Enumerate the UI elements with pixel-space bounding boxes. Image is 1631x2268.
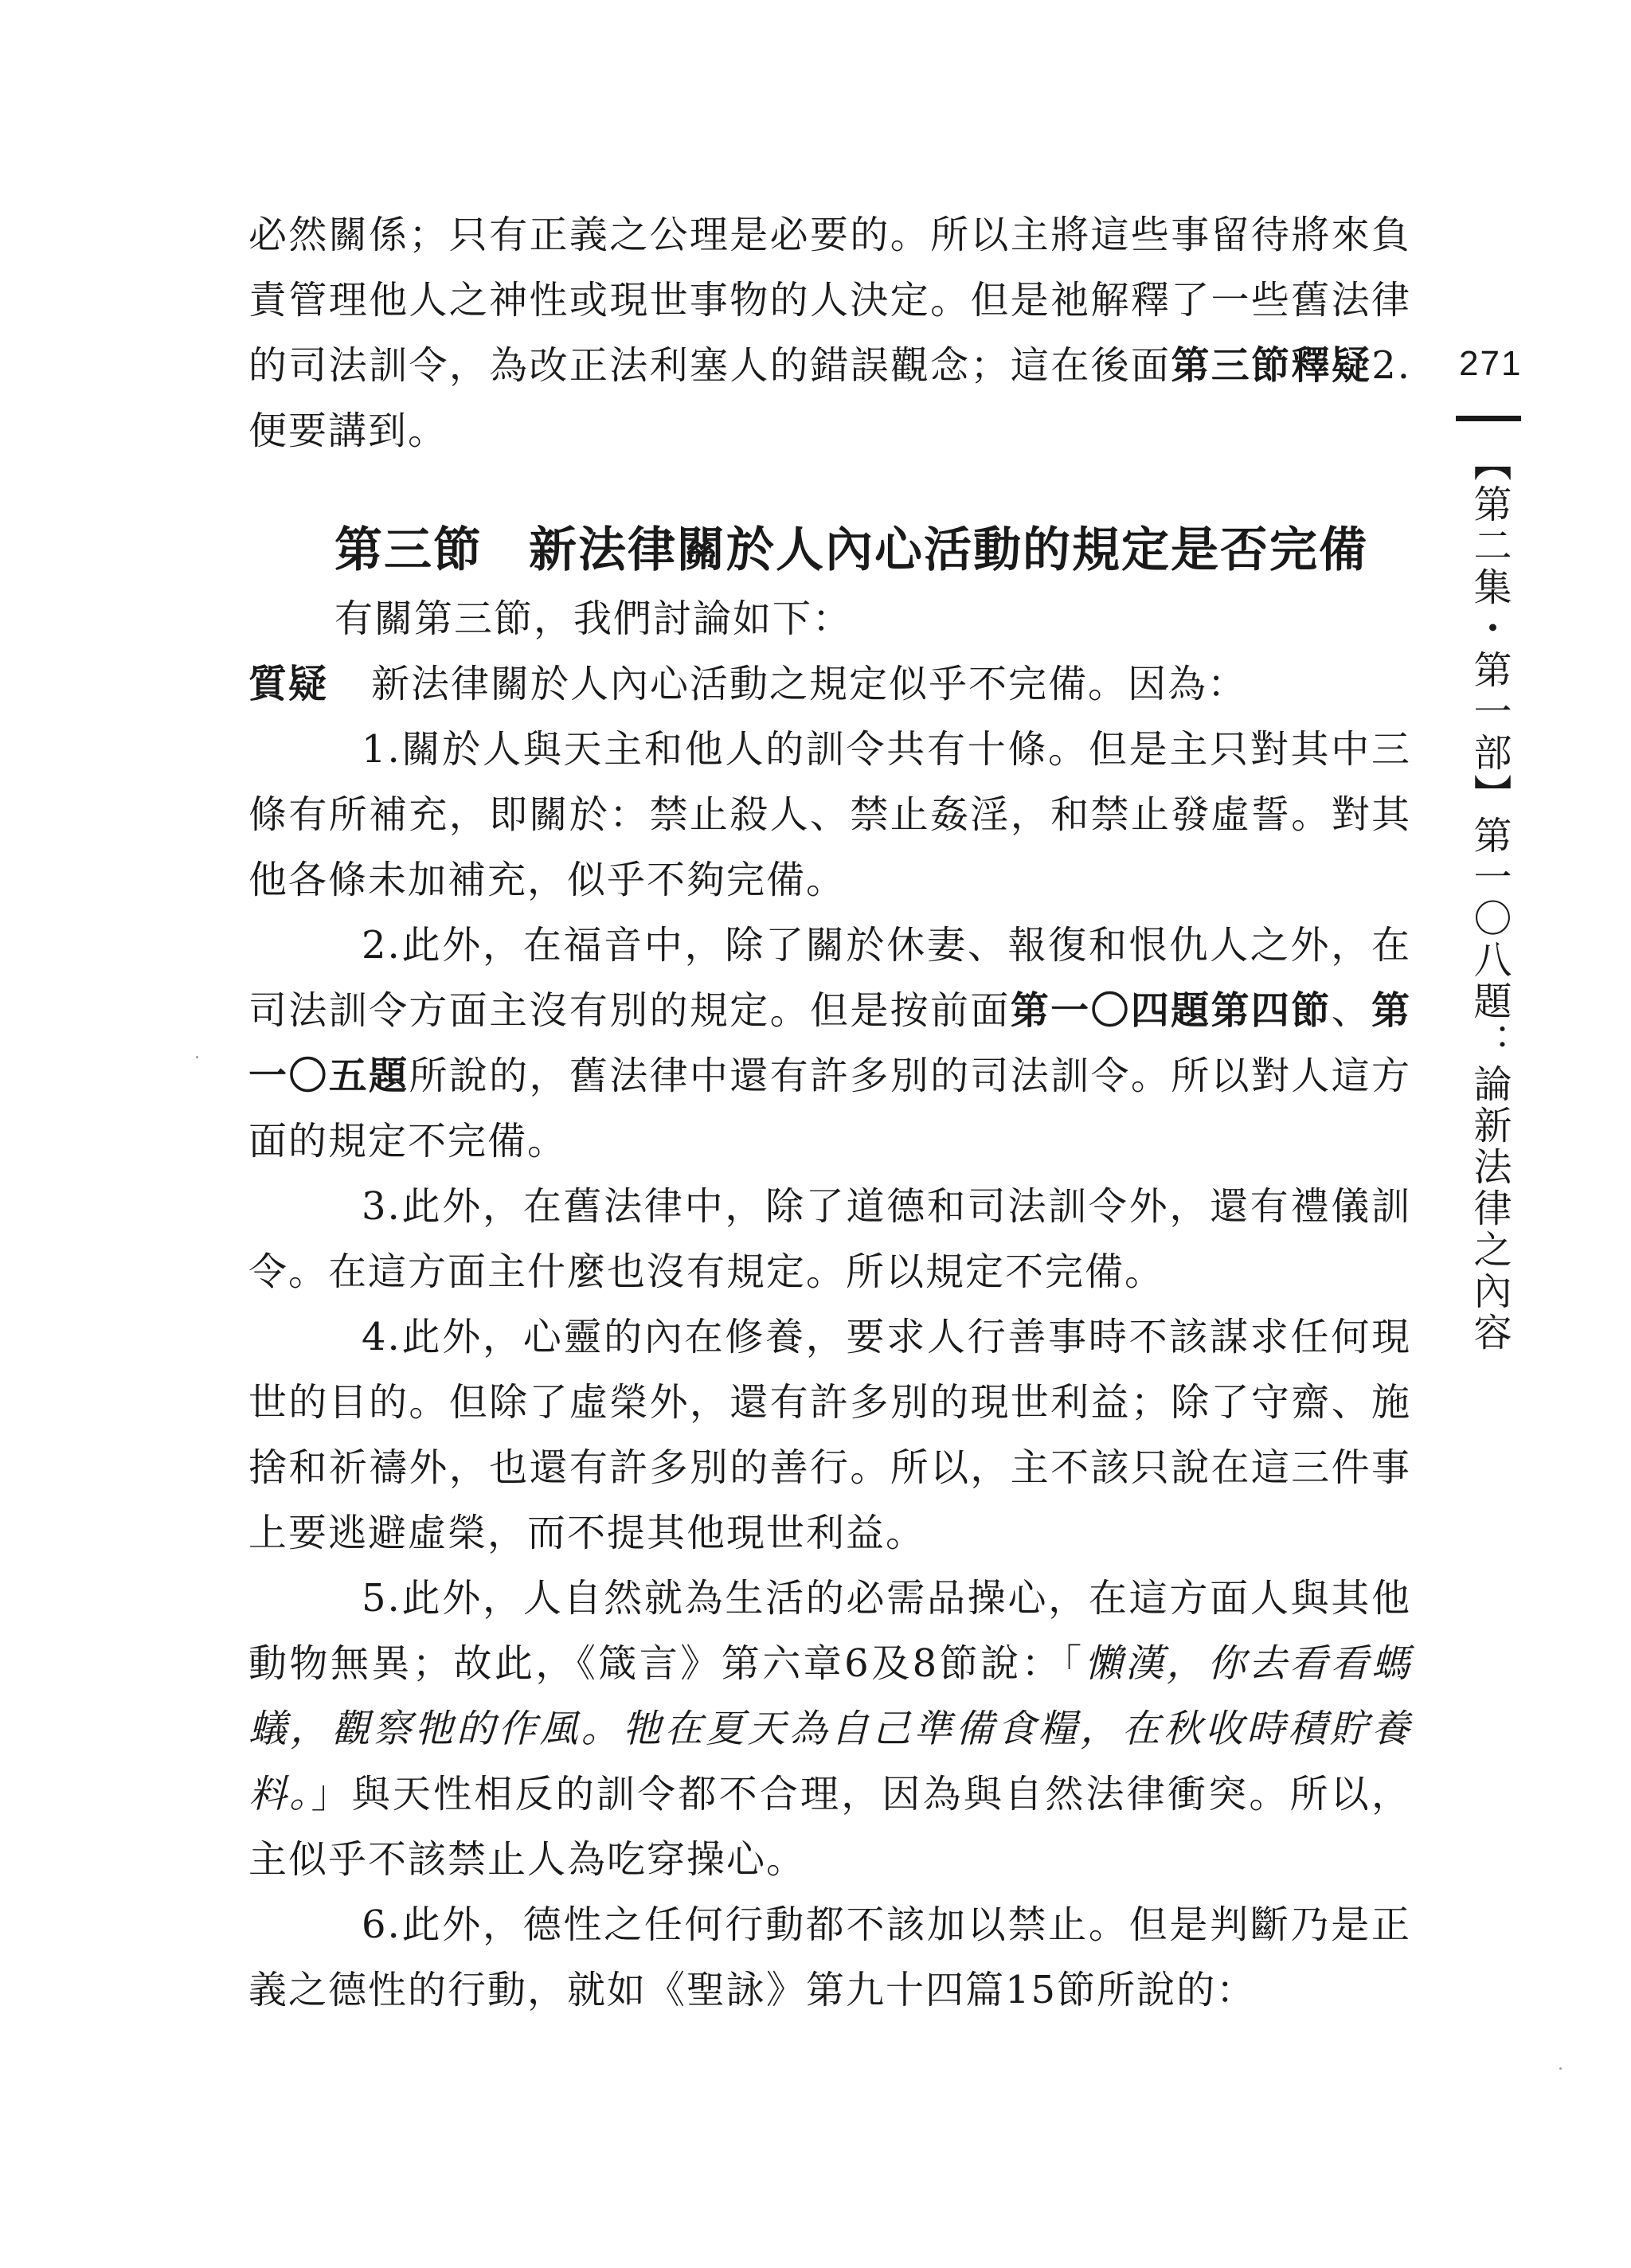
objection [248, 651, 1411, 717]
section-intro: 有關第三節，我們討論如下： [334, 596, 853, 641]
cross-reference: 第一〇五題 [248, 988, 1411, 1098]
objection-text: 新法律關於人內心活動之規定似乎不完備。因為： [371, 662, 1248, 706]
page-number-rule [1456, 416, 1521, 421]
point-5: 5.此外，人自然就為生活的必需品操心，在這方面人與其他動物無異；故此，《箴言》第六章6及8節說：「懶漢，你去看看螞蟻，觀察牠的作風。牠在夏天為自己準備食糧，在秋收時積貯養料。」與天性相反的訓令都不合理，因為與自然法律衝突。所以，主似乎不該禁止人為吃穿操心。 [248, 1576, 1411, 1882]
cross-reference: 第一〇四題第四節 [1010, 988, 1332, 1033]
objection-label: 質疑 [248, 662, 329, 706]
section-title: 新法律關於人內心活動的規定是否完備 [529, 522, 1368, 578]
section-number: 第三節 [334, 522, 483, 578]
page-number: 271 [1459, 344, 1523, 383]
point-2: 2.此外，在福音中，除了關於休妻、報復和恨仇人之外，在司法訓令方面主沒有別的規定。但是按前面第一〇四題第四節、第一〇五題所說的，舊法律中還有許多別的司法訓令。所以對人這方面的規定不完備。 [248, 923, 1411, 1163]
scan-speck [1559, 2067, 1562, 2070]
point-1: 1.關於人與天主和他人的訓令共有十條。但是主只對其中三條有所補充，即關於：禁止殺人、禁止姦淫，和禁止發虛誓。對其他各條未加補充，似乎不夠完備。 [248, 727, 1411, 902]
main-text [248, 202, 1411, 2023]
scripture-quote: 懶漢，你去看看螞蟻，觀察牠的作風。牠在夏天為自己準備食糧，在秋收時積貯養料。 [248, 1641, 1411, 1816]
scan-speck [196, 1056, 198, 1058]
section-heading [334, 514, 1411, 586]
point-3: 3.此外，在舊法律中，除了道德和司法訓令外，還有禮儀訓令。在這方面主什麼也沒有規定。所以規定不完備。 [248, 1184, 1411, 1294]
opening-paragraph: 必然關係；只有正義之公理是必要的。所以主將這些事留待將來負責管理他人之神性或現世事物的人決定。但是祂解釋了一些舊法律的司法訓令，為改正法利塞人的錯誤觀念；這在後面第三節釋疑2.便要講到。 [248, 213, 1411, 453]
running-head: 【第二集・第一部】第一〇八題：論新法律之內容 [1467, 443, 1512, 1354]
point-6: 6.此外，德性之任何行動都不該加以禁止。但是判斷乃是正義之德性的行動，就如《聖詠》第九十四篇15節所說的： [248, 1902, 1411, 2012]
cross-reference: 第三節釋疑 [1171, 343, 1372, 388]
point-4: 4.此外，心靈的內在修養，要求人行善事時不該謀求任何現世的目的。但除了虛榮外，還有許多別的現世利益；除了守齋、施捨和祈禱外，也還有許多別的善行。所以，主不該只說在這三件事上要逃避虛榮，而不提其他現世利益。 [248, 1315, 1411, 1555]
